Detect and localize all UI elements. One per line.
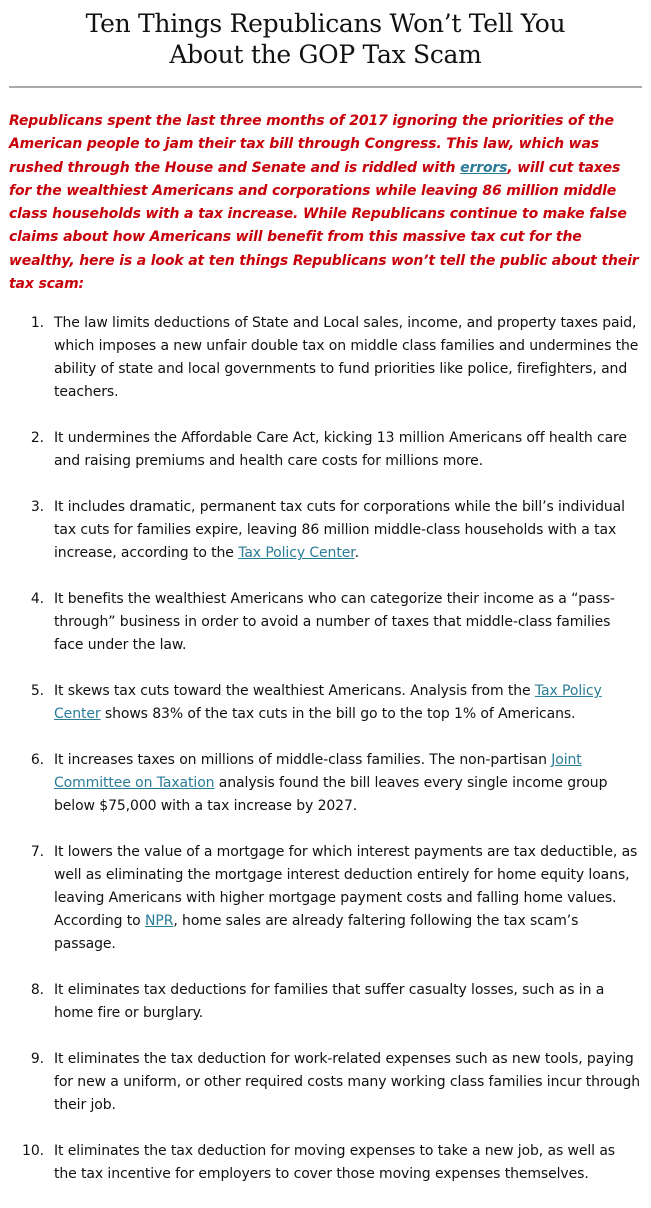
- text-segment: It increases taxes on millions of middle-class families. The non-partisan: [54, 752, 552, 769]
- text-segment: It lowers the value of a mortgage for which interest payments are tax deductible, as well as eliminating the mortgage interest deduction entirely for home equity loans, leaving Americans with higher mortgage payment costs and falling home values. According to: [54, 844, 638, 930]
- intro-paragraph: [9, 110, 643, 296]
- text-segment: shows 83% of the tax cuts in the bill go to the top 1% of Americans.: [100, 706, 576, 723]
- title-line-1: Ten Things Republicans Won’t Tell You: [85, 9, 566, 38]
- list-number: 9.: [30, 1051, 44, 1068]
- inline-link[interactable]: Tax Policy Center: [238, 545, 355, 562]
- list-item: [0, 979, 651, 1025]
- list-item: [0, 312, 651, 404]
- text-segment: analysis found the bill leaves every single income group below $75,000 with a tax increase by 2027.: [54, 775, 608, 815]
- list-number: 6.: [30, 752, 44, 769]
- list-number: 3.: [30, 499, 44, 516]
- list-number: 8.: [30, 982, 44, 999]
- divider: [9, 86, 642, 88]
- text-segment: Republicans spent the last three months of 2017 ignoring the priorities of the American people to jam their tax bill through Congress. This law, which was rushed through the House and Senate and is riddled with: [9, 113, 614, 176]
- text-segment: It undermines the Affordable Care Act, kicking 13 million Americans off health care and raising premiums and health care costs for millions more.: [54, 430, 627, 470]
- text-segment: It benefits the wealthiest Americans who can categorize their income as a “pass-through” business in order to avoid a number of taxes that middle-class families face under the law.: [54, 591, 615, 654]
- text-segment: It eliminates tax deductions for families that suffer casualty losses, such as in a home fire or burglary.: [54, 982, 605, 1022]
- list-number: 1.: [30, 315, 44, 332]
- ten-things-list: [0, 312, 651, 1186]
- text-segment: The law limits deductions of State and Local sales, income, and property taxes paid, which imposes a new unfair double tax on middle class families and undermines the ability of state and local governments to fund priorities like police, firefighters, and teachers.: [54, 315, 639, 401]
- text-segment: .: [354, 545, 359, 562]
- inline-link[interactable]: Joint Committee on Taxation: [54, 752, 582, 792]
- list-item: [0, 841, 651, 956]
- inline-link[interactable]: NPR: [145, 913, 174, 930]
- title-line-2: About the GOP Tax Scam: [169, 40, 482, 69]
- list-item: [0, 588, 651, 657]
- page-title: [0, 8, 651, 70]
- list-number: 2.: [30, 430, 44, 447]
- list-number: 4.: [30, 591, 44, 608]
- text-segment: It skews tax cuts toward the wealthiest Americans. Analysis from the: [54, 683, 535, 700]
- list-item: [0, 680, 651, 726]
- text-segment: It includes dramatic, permanent tax cuts for corporations while the bill’s individual tax cuts for families expire, leaving 86 million middle-class households with a tax increase, according to the: [54, 499, 625, 562]
- inline-link[interactable]: errors: [460, 159, 508, 176]
- text-segment: , home sales are already faltering following the tax scam’s passage.: [54, 913, 579, 953]
- list-item: [0, 1140, 651, 1186]
- text-segment: It eliminates the tax deduction for work-related expenses such as new tools, paying for new a uniform, or other required costs many working class families incur through their job.: [54, 1051, 641, 1114]
- list-item: [0, 749, 651, 818]
- list-number: 5.: [30, 683, 44, 700]
- text-segment: It eliminates the tax deduction for moving expenses to take a new job, as well as the tax incentive for employers to cover those moving expenses themselves.: [54, 1143, 615, 1183]
- text-segment: , will cut taxes for the wealthiest Americans and corporations while leaving 86 million middle class households with a tax increase. While Republicans continue to make false claims about how Americans will benefit from this massive tax cut for the wealthy, here is a look at ten things Republicans won’t tell the public about their tax scam:: [9, 159, 639, 293]
- list-item: [0, 496, 651, 565]
- inline-link[interactable]: Tax Policy Center: [54, 683, 602, 723]
- list-number: 10.: [22, 1143, 44, 1160]
- list-number: 7.: [30, 844, 44, 861]
- list-item: [0, 1048, 651, 1117]
- list-item: [0, 427, 651, 473]
